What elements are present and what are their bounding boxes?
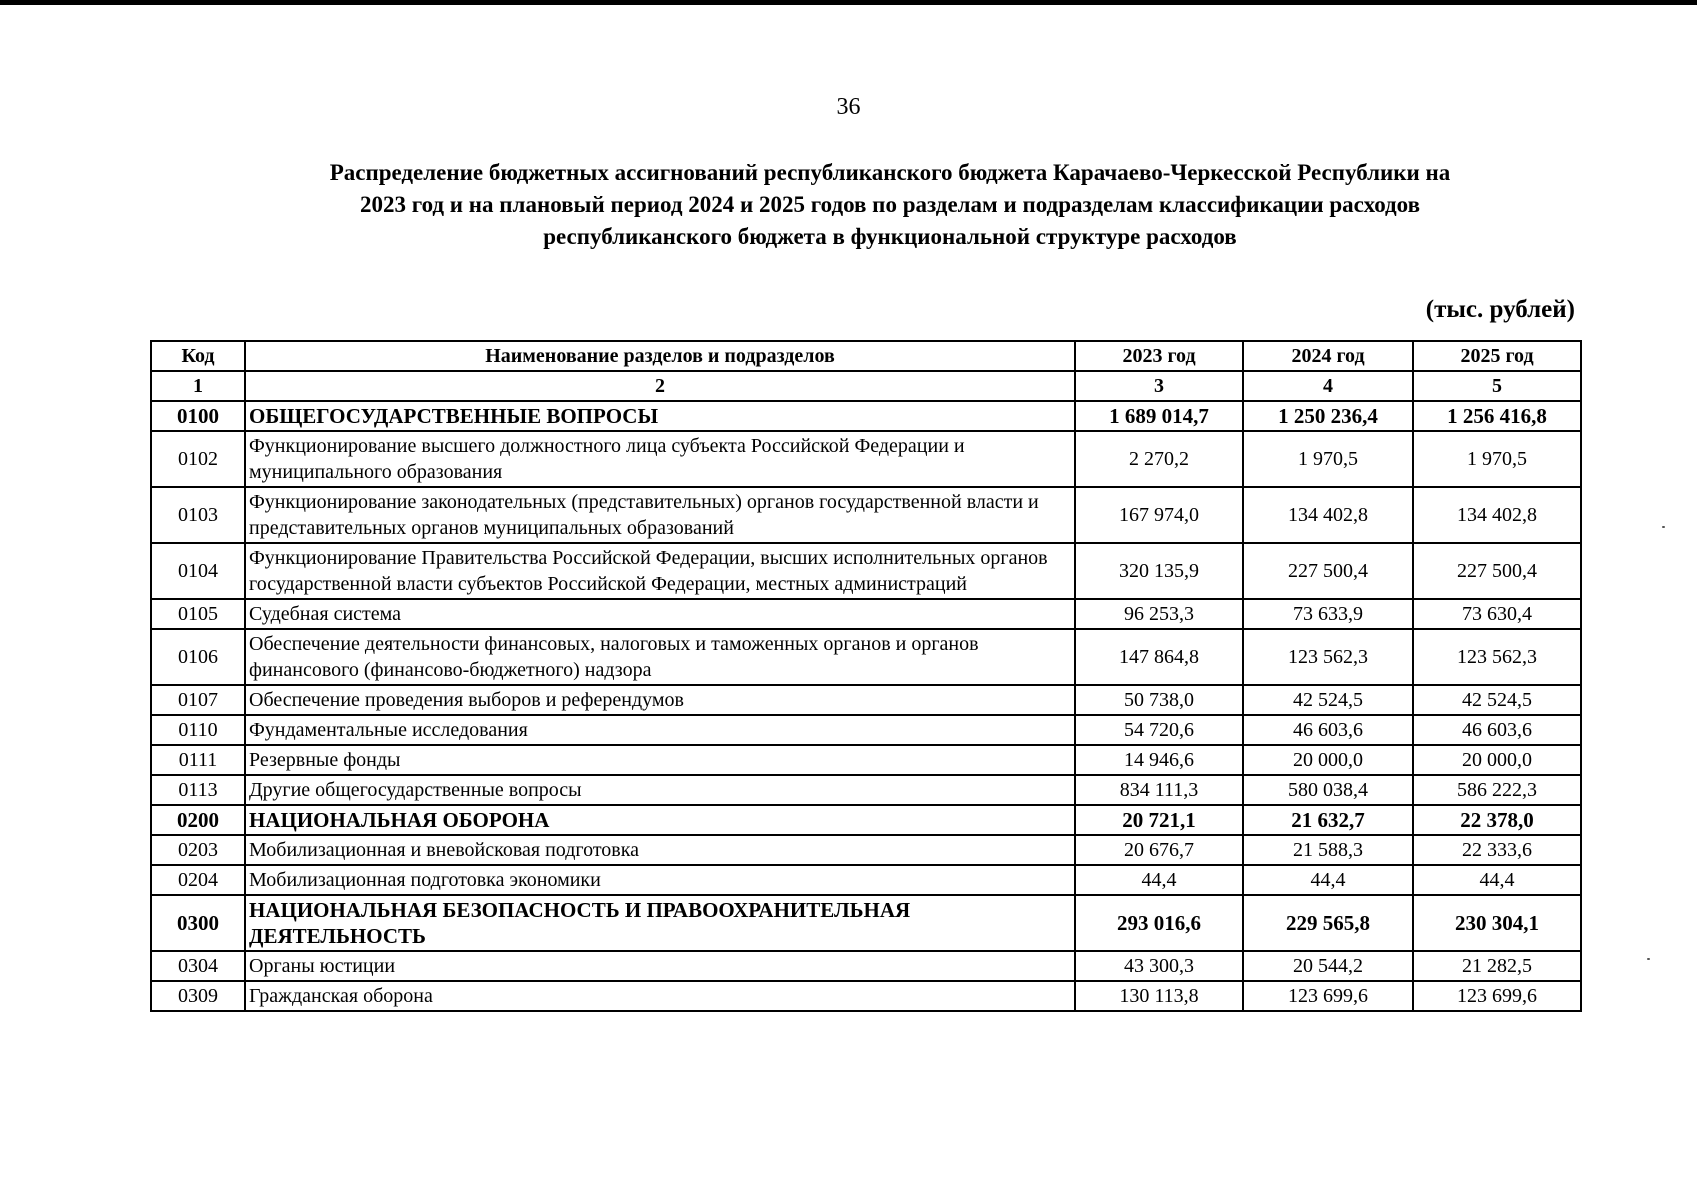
table-row xyxy=(151,629,1581,685)
row-value-2023: 44,4 xyxy=(1075,865,1243,895)
row-value-2025: 227 500,4 xyxy=(1413,543,1581,599)
row-value-2024: 20 544,2 xyxy=(1243,951,1413,981)
table-row xyxy=(151,487,1581,543)
column-number: 5 xyxy=(1413,371,1581,401)
title-line: Распределение бюджетных ассигнований республиканского бюджета Карачаево-Черкесской Республики на xyxy=(329,160,1451,185)
row-value-2023: 54 720,6 xyxy=(1075,715,1243,745)
row-value-2024: 73 633,9 xyxy=(1243,599,1413,629)
units-label: (тыс. рублей) xyxy=(1425,296,1575,323)
row-name: Обеспечение проведения выборов и референдумов xyxy=(245,685,1075,715)
row-value-2025: 1 256 416,8 xyxy=(1413,401,1581,431)
row-value-2024: 123 699,6 xyxy=(1243,981,1413,1011)
title-line: 2023 год и на плановый период 2024 и 2025 годов по разделам и подразделам классификации расходов xyxy=(359,192,1421,217)
column-number: 1 xyxy=(151,371,245,401)
row-code: 0107 xyxy=(151,685,245,715)
row-name: Функционирование высшего должностного лица субъекта Российской Федерации и муниципального образования xyxy=(245,431,1075,487)
row-name: Резервные фонды xyxy=(245,745,1075,775)
table-row xyxy=(151,599,1581,629)
row-value-2024: 46 603,6 xyxy=(1243,715,1413,745)
row-value-2025: 22 378,0 xyxy=(1413,805,1581,835)
row-value-2024: 134 402,8 xyxy=(1243,487,1413,543)
row-name: НАЦИОНАЛЬНАЯ БЕЗОПАСНОСТЬ И ПРАВООХРАНИТЕЛЬНАЯ ДЕЯТЕЛЬНОСТЬ xyxy=(245,895,1075,951)
row-name: Фундаментальные исследования xyxy=(245,715,1075,745)
row-value-2023: 834 111,3 xyxy=(1075,775,1243,805)
table-row xyxy=(151,431,1581,487)
row-value-2025: 123 699,6 xyxy=(1413,981,1581,1011)
row-value-2025: 21 282,5 xyxy=(1413,951,1581,981)
row-value-2025: 46 603,6 xyxy=(1413,715,1581,745)
row-name: Органы юстиции xyxy=(245,951,1075,981)
row-name: Судебная система xyxy=(245,599,1075,629)
row-code: 0300 xyxy=(151,895,245,951)
table-row xyxy=(151,951,1581,981)
row-code: 0111 xyxy=(151,745,245,775)
column-number: 2 xyxy=(245,371,1075,401)
row-name: Мобилизационная и вневойсковая подготовка xyxy=(245,835,1075,865)
row-value-2024: 580 038,4 xyxy=(1243,775,1413,805)
row-value-2025: 22 333,6 xyxy=(1413,835,1581,865)
row-code: 0309 xyxy=(151,981,245,1011)
row-value-2024: 21 632,7 xyxy=(1243,805,1413,835)
row-code: 0103 xyxy=(151,487,245,543)
column-number: 3 xyxy=(1075,371,1243,401)
row-name: Функционирование законодательных (представительных) органов государственной власти и представительных органов муниципальных образований xyxy=(245,487,1075,543)
row-code: 0304 xyxy=(151,951,245,981)
row-name: НАЦИОНАЛЬНАЯ ОБОРОНА xyxy=(245,805,1075,835)
row-code: 0113 xyxy=(151,775,245,805)
row-value-2025: 42 524,5 xyxy=(1413,685,1581,715)
row-value-2023: 20 721,1 xyxy=(1075,805,1243,835)
header-code: Код xyxy=(151,341,245,371)
row-value-2025: 20 000,0 xyxy=(1413,745,1581,775)
row-value-2024: 227 500,4 xyxy=(1243,543,1413,599)
row-value-2023: 96 253,3 xyxy=(1075,599,1243,629)
row-name: Гражданская оборона xyxy=(245,981,1075,1011)
row-value-2025: 230 304,1 xyxy=(1413,895,1581,951)
row-value-2024: 20 000,0 xyxy=(1243,745,1413,775)
section-row xyxy=(151,895,1581,951)
table-row xyxy=(151,543,1581,599)
row-value-2025: 1 970,5 xyxy=(1413,431,1581,487)
header-2025: 2025 год xyxy=(1413,341,1581,371)
row-value-2024: 1 250 236,4 xyxy=(1243,401,1413,431)
header-2024: 2024 год xyxy=(1243,341,1413,371)
row-code: 0203 xyxy=(151,835,245,865)
table-body xyxy=(151,401,1581,1011)
page-number: 36 xyxy=(836,94,861,120)
table-row xyxy=(151,981,1581,1011)
row-value-2023: 14 946,6 xyxy=(1075,745,1243,775)
row-value-2024: 123 562,3 xyxy=(1243,629,1413,685)
row-value-2023: 167 974,0 xyxy=(1075,487,1243,543)
row-code: 0105 xyxy=(151,599,245,629)
table-row xyxy=(151,685,1581,715)
row-value-2023: 2 270,2 xyxy=(1075,431,1243,487)
row-code: 0204 xyxy=(151,865,245,895)
column-number: 4 xyxy=(1243,371,1413,401)
document-title xyxy=(210,157,1570,253)
row-name: Другие общегосударственные вопросы xyxy=(245,775,1075,805)
row-code: 0200 xyxy=(151,805,245,835)
row-value-2024: 1 970,5 xyxy=(1243,431,1413,487)
row-value-2023: 1 689 014,7 xyxy=(1075,401,1243,431)
column-number-row xyxy=(151,371,1581,401)
scan-speck xyxy=(1662,526,1665,528)
table-row xyxy=(151,835,1581,865)
row-value-2024: 44,4 xyxy=(1243,865,1413,895)
table-row xyxy=(151,865,1581,895)
title-line: республиканского бюджета в функциональной структуре расходов xyxy=(543,224,1237,249)
row-value-2025: 44,4 xyxy=(1413,865,1581,895)
row-value-2025: 73 630,4 xyxy=(1413,599,1581,629)
header-2023: 2023 год xyxy=(1075,341,1243,371)
section-row xyxy=(151,401,1581,431)
row-value-2023: 50 738,0 xyxy=(1075,685,1243,715)
budget-table xyxy=(150,340,1582,1012)
row-value-2023: 43 300,3 xyxy=(1075,951,1243,981)
row-value-2025: 586 222,3 xyxy=(1413,775,1581,805)
row-code: 0100 xyxy=(151,401,245,431)
row-name: Мобилизационная подготовка экономики xyxy=(245,865,1075,895)
header-name: Наименование разделов и подразделов xyxy=(245,341,1075,371)
table-header-row xyxy=(151,341,1581,371)
row-code: 0102 xyxy=(151,431,245,487)
scan-top-border xyxy=(0,0,1697,5)
row-value-2024: 21 588,3 xyxy=(1243,835,1413,865)
section-row xyxy=(151,805,1581,835)
row-name: Обеспечение деятельности финансовых, налоговых и таможенных органов и органов финансового (финансово-бюджетного) надзора xyxy=(245,629,1075,685)
row-code: 0106 xyxy=(151,629,245,685)
row-code: 0104 xyxy=(151,543,245,599)
row-value-2023: 20 676,7 xyxy=(1075,835,1243,865)
table-row xyxy=(151,775,1581,805)
row-code: 0110 xyxy=(151,715,245,745)
row-value-2023: 130 113,8 xyxy=(1075,981,1243,1011)
row-name: Функционирование Правительства Российской Федерации, высших исполнительных органов государственной власти субъектов Российской Федерации, местных администраций xyxy=(245,543,1075,599)
row-value-2025: 123 562,3 xyxy=(1413,629,1581,685)
row-value-2024: 229 565,8 xyxy=(1243,895,1413,951)
row-value-2023: 320 135,9 xyxy=(1075,543,1243,599)
row-name: ОБЩЕГОСУДАРСТВЕННЫЕ ВОПРОСЫ xyxy=(245,401,1075,431)
row-value-2023: 147 864,8 xyxy=(1075,629,1243,685)
row-value-2023: 293 016,6 xyxy=(1075,895,1243,951)
row-value-2025: 134 402,8 xyxy=(1413,487,1581,543)
table-row xyxy=(151,745,1581,775)
scan-speck xyxy=(1647,958,1650,960)
table-row xyxy=(151,715,1581,745)
row-value-2024: 42 524,5 xyxy=(1243,685,1413,715)
